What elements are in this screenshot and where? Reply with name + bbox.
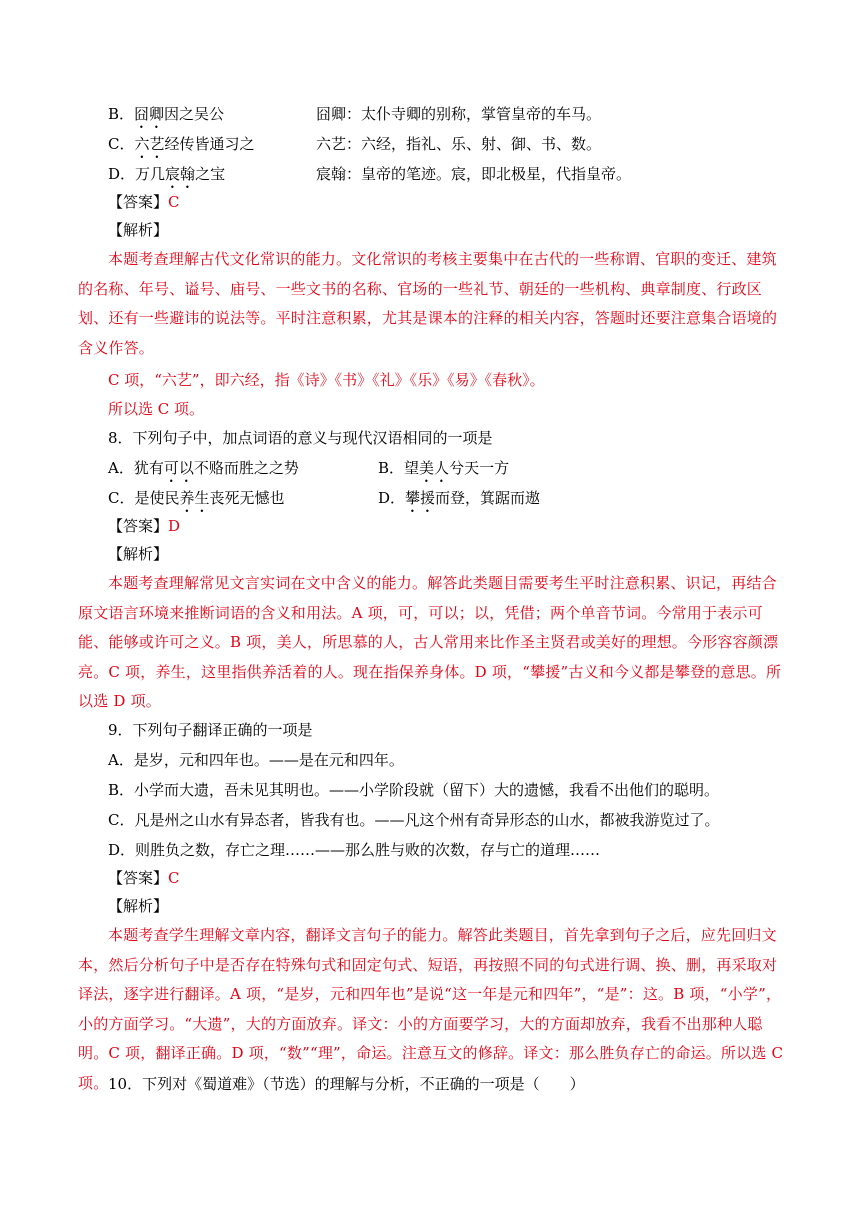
dotted-word: 宸翰	[165, 165, 196, 183]
dotted-word: 囧卿	[134, 105, 165, 123]
dotted-word: 可以	[163, 459, 194, 477]
option-text: 万几	[135, 165, 166, 183]
q7-option-c	[108, 134, 255, 162]
q9-option-a: A．是岁，元和四年也。——是在元和四年。	[108, 751, 404, 769]
q8-analysis: 本题考查理解常见文言实词在文中含义的能力。解答此类题目需要考生平时注意积累、识记，再结合原文语言环境来推断词语的含义和用法。A 项，可，可以；以，凭借；两个单音节词。今常用于表示可能、能够或许可之义。B 项，美人，所思慕的人，古人常用来比作圣主贤君或美好的理想。今形容容颜漂亮。C 项，养生，这里指供养活着的人。现在指保养身体。D 项，“攀援”古义和今义都是攀登的意思。所以选 D 项。	[78, 574, 782, 710]
q7-extra-1: C 项，“六艺”，即六经，指《诗》《书》《礼》《乐》《易》《春秋》。	[108, 371, 545, 389]
answer-value: D	[168, 517, 181, 535]
option-label: B．	[378, 459, 405, 477]
q8-option-c	[108, 488, 285, 516]
q7-analysis: 本题考查理解古代文化常识的能力。文化常识的考核主要集中在古代的一些称谓、官职的变迁、建筑的名称、年号、谥号、庙号、一些文书的名称、官场的一些礼节、朝廷的一些机构、典章制度、行政区划、还有一些避讳的说法等。平时注意积累，尤其是课本的注释的相关内容，答题时还要注意集合语境的含义作答。	[78, 250, 778, 357]
q9-analysis: 本题考查学生理解文章内容，翻译文言句子的能力。解答此类题目，首先拿到句子之后，应先回归文本，然后分析句子中是否存在特殊句式和固定句式、短语，再按照不同的句式进行调、换、删，再采取对译法，逐字进行翻译。A 项，“是岁，元和四年也”是说“这一年是元和四年”，“是”：这。B 项，“小学”，小的方面学习。“大遗”，大的方面放弃。译文：小的方面要学习，大的方面却放弃，我看不出那种人聪明。C 项，翻译正确。D 项，“数”“理”，命运。注意互文的修辞。译文：那么胜负存亡的命运。所以选 C 项。	[78, 926, 784, 1092]
q9-option-d: D．则胜负之数，存亡之理……——那么胜与败的次数，存与亡的道理……	[108, 841, 601, 859]
option-text: 之宝	[195, 165, 226, 183]
q7-extra-2: 所以选 C 项。	[108, 400, 205, 418]
q8-option-b	[378, 458, 509, 486]
q8-option-a	[108, 458, 299, 486]
q8-answer	[108, 516, 180, 536]
answer-value: C	[168, 869, 180, 887]
q7-answer	[108, 192, 180, 212]
q9-analysis-label: 【解析】	[108, 897, 169, 915]
option-label: C．	[108, 135, 135, 153]
option-text: 兮天一方	[449, 459, 510, 477]
q8-option-d	[378, 488, 540, 516]
dotted-word: 美人	[419, 459, 450, 477]
option-text: 因之吴公	[164, 105, 225, 123]
option-text: 经传皆通习之	[164, 135, 255, 153]
answer-label: 【答案】	[108, 193, 169, 211]
q8-stem: 8．下列句子中，加点词语的意义与现代汉语相同的一项是	[108, 429, 493, 447]
answer-value: C	[168, 193, 180, 211]
q7-note-b: 囧卿：太仆寺卿的别称，掌管皇帝的车马。	[316, 105, 602, 123]
option-text: 犹有	[133, 459, 164, 477]
option-label: A．	[108, 459, 134, 477]
q9-answer	[108, 868, 180, 888]
answer-label: 【答案】	[108, 517, 169, 535]
q9-stem: 9．下列句子翻译正确的一项是	[108, 721, 313, 739]
q7-note-c: 六艺：六经，指礼、乐、射、御、书、数。	[316, 135, 602, 153]
q9-option-c: C．凡是州之山水有异态者，皆我有也。——凡这个州有奇异形态的山水，都被我游览过了。	[108, 811, 720, 829]
option-text: 不赂而胜之之势	[193, 459, 299, 477]
option-text: 望	[404, 459, 420, 477]
option-label: D．	[108, 165, 136, 183]
q10-stem: 10．下列对《蜀道难》（节选）的理解与分析，不正确的一项是（ ）	[108, 1075, 585, 1093]
option-text: 是使民	[134, 489, 180, 507]
q7-note-d: 宸翰：皇帝的笔迹。宸，即北极星，代指皇帝。	[316, 165, 632, 183]
q7-analysis-label: 【解析】	[108, 221, 169, 239]
q7-option-b	[108, 104, 224, 132]
dotted-word: 六艺	[134, 135, 165, 153]
q8-analysis-label: 【解析】	[108, 545, 169, 563]
option-text: 而登，箕踞而遨	[435, 489, 541, 507]
dotted-word: 攀援	[405, 489, 436, 507]
answer-label: 【答案】	[108, 869, 169, 887]
option-label: B．	[108, 105, 135, 123]
option-label: D．	[378, 489, 406, 507]
option-text: 丧死无憾也	[209, 489, 285, 507]
q9-option-b: B．小学而大遗，吾未见其明也。——小学阶段就（留下）大的遗憾，我看不出他们的聪明。	[108, 781, 720, 799]
option-label: C．	[108, 489, 135, 507]
dotted-word: 养生	[179, 489, 210, 507]
q7-option-d	[108, 164, 225, 192]
